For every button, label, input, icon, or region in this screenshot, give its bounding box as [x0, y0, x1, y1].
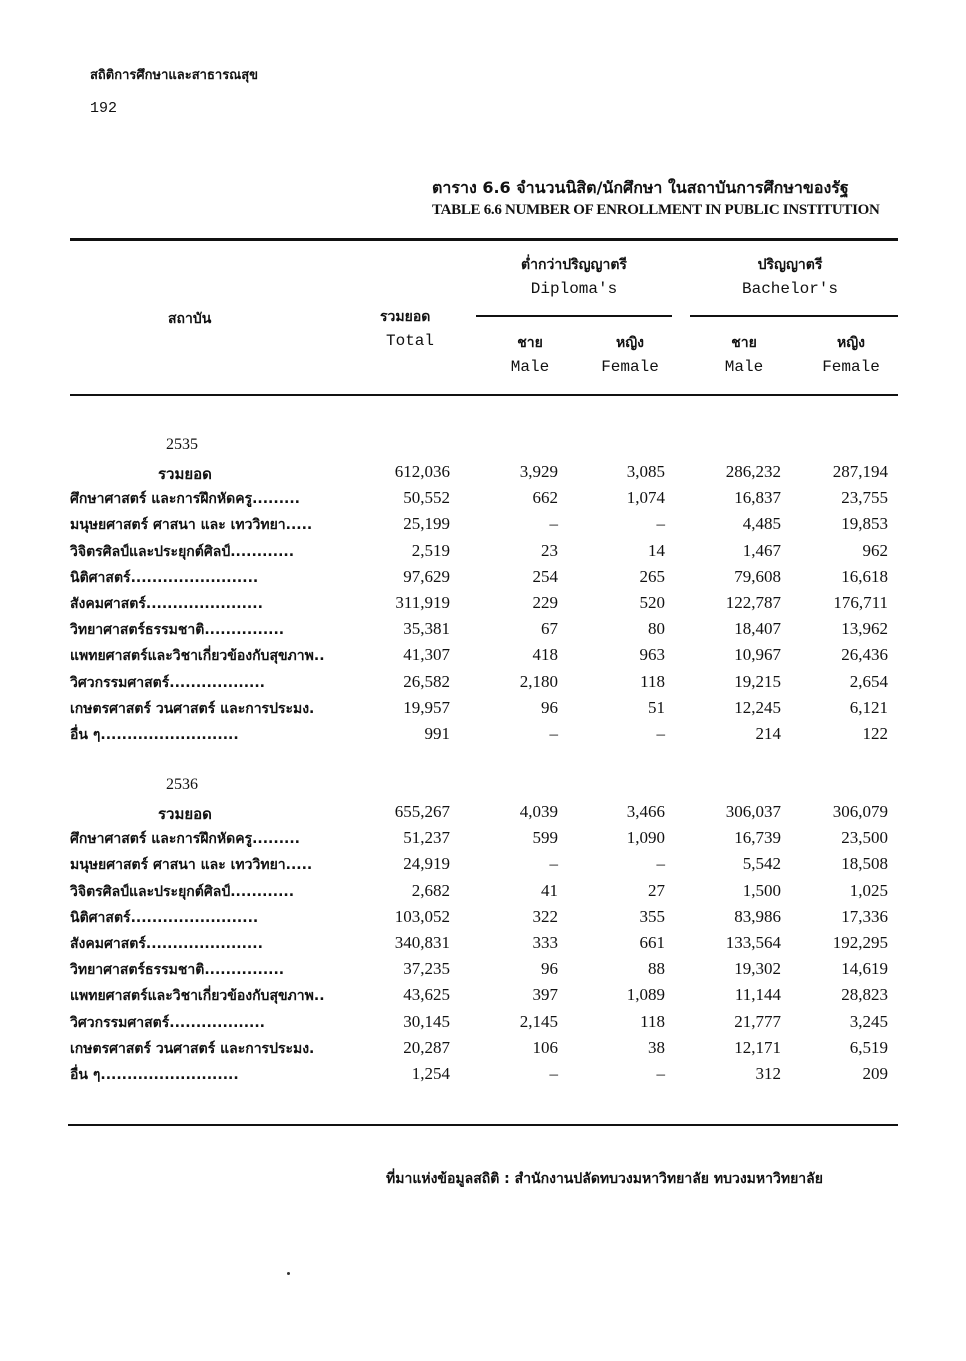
- source-note: ที่มาแห่งข้อมูลสถิติ : สำนักงานปลัดทบวงมหาวิทยาลัย ทบวงมหาวิทยาลัย: [386, 1171, 823, 1187]
- bachelor-female-cell: 6,519: [849, 1037, 888, 1057]
- diploma-female-cell: 3,466: [626, 802, 665, 821]
- stray-mark: [287, 1272, 290, 1275]
- table-bottom-rule: [68, 1124, 898, 1126]
- bachelor-male-cell: 79,608: [734, 566, 781, 586]
- total-cell: 1,254: [411, 1064, 450, 1083]
- bachelor-male-cell: 133,564: [725, 933, 781, 952]
- bachelor-female-cell: 287,194: [832, 462, 888, 481]
- diploma-female-cell: 3,085: [626, 462, 665, 481]
- diploma-female-cell: 38: [648, 1037, 665, 1057]
- diploma-female-cell: 355: [639, 906, 665, 926]
- diploma-male-cell: 662: [532, 488, 558, 508]
- bachelor-female-cell: 18,508: [841, 854, 888, 874]
- bachelor-female-cell: 6,121: [849, 697, 888, 717]
- bachelor-female-cell: 2,654: [849, 671, 888, 691]
- bachelor-male-cell: 83,986: [734, 906, 781, 926]
- bachelor-male-cell: 12,171: [734, 1037, 781, 1057]
- institution-label: วิศวกรรมศาสตร์..................: [70, 1014, 265, 1031]
- bachelor-male-cell: 122,787: [725, 593, 781, 612]
- institution-label: วิศวกรรมศาสตร์..................: [70, 674, 265, 691]
- bachelor-male-cell: 4,485: [742, 514, 781, 534]
- bachelor-female-cell: 16,618: [841, 566, 888, 586]
- diploma-male-cell: –: [549, 514, 558, 534]
- total-cell: 2,519: [411, 540, 450, 560]
- total-cell: 25,199: [403, 514, 450, 534]
- bachelor-female-cell: 176,711: [833, 593, 888, 612]
- diploma-female-cell: 963: [639, 645, 665, 665]
- bachelor-male-cell: 5,542: [742, 854, 781, 874]
- bachelor-male-cell: 1,467: [742, 540, 781, 560]
- year-heading: 2536: [166, 776, 198, 793]
- col-header-diploma-female-en: Female: [601, 358, 659, 376]
- diploma-male-cell: 322: [532, 906, 558, 926]
- diploma-female-cell: 27: [648, 880, 665, 900]
- institution-label: เกษตรศาสตร์ วนศาสตร์ และการประมง.: [70, 1040, 315, 1057]
- page-header-title: สถิติการศึกษาและสาธารณสุข: [90, 68, 259, 83]
- total-cell: 43,625: [403, 985, 450, 1005]
- institution-label: วิจิตรศิลป์และประยุกต์ศิลป์............: [70, 883, 295, 900]
- bachelor-male-cell: 286,232: [725, 462, 781, 481]
- total-label: รวมยอด: [158, 465, 212, 483]
- col-header-diploma-female-th: หญิง: [616, 335, 644, 351]
- total-cell: 51,237: [403, 828, 450, 848]
- institution-label: มนุษยศาสตร์ ศาสนา และ เทววิทยา.....: [70, 517, 313, 534]
- institution-label: สังคมศาสตร์......................: [70, 936, 263, 952]
- diploma-female-cell: –: [656, 1064, 665, 1083]
- institution-label: วิทยาศาสตร์ธรรมชาติ...............: [70, 962, 285, 979]
- diploma-male-cell: 23: [541, 540, 558, 560]
- diploma-male-cell: 96: [541, 697, 558, 717]
- table-row: [70, 698, 900, 724]
- table-row: [70, 672, 900, 698]
- diploma-female-cell: –: [656, 514, 665, 534]
- table-caption-english: TABLE 6.6 NUMBER OF ENROLLMENT IN PUBLIC INSTITUTION: [432, 202, 880, 218]
- diploma-male-cell: 2,145: [519, 1011, 558, 1031]
- table-row: [70, 985, 900, 1011]
- col-header-bachelor-th: ปริญญาตรี: [757, 257, 823, 273]
- col-header-bachelor-en: Bachelor's: [741, 280, 838, 298]
- diploma-male-cell: 67: [541, 619, 558, 639]
- diploma-female-cell: 14: [648, 540, 665, 560]
- institution-label: ศึกษาศาสตร์ และการฝึกหัดครู.........: [70, 491, 300, 508]
- total-row: [70, 802, 900, 828]
- bachelor-male-cell: 16,837: [734, 488, 781, 508]
- total-cell: 50,552: [403, 488, 450, 508]
- bachelor-female-cell: 192,295: [832, 933, 888, 952]
- table-row: [70, 881, 900, 907]
- table-row: [70, 724, 900, 750]
- bachelor-female-cell: 23,755: [841, 488, 888, 508]
- institution-label: แพทยศาสตร์และวิชาเกี่ยวข้องกับสุขภาพ..: [70, 648, 325, 665]
- table-row: [70, 567, 900, 593]
- total-cell: 19,957: [403, 697, 450, 717]
- total-cell: 612,036: [394, 462, 450, 481]
- institution-label: มนุษยศาสตร์ ศาสนา และ เทววิทยา.....: [70, 857, 313, 874]
- col-header-bachelor-male-en: Male: [724, 358, 764, 376]
- table-row: [70, 933, 900, 959]
- total-cell: 311,919: [395, 593, 450, 612]
- diploma-male-cell: 2,180: [519, 671, 558, 691]
- institution-label: ศึกษาศาสตร์ และการฝึกหัดครู.........: [70, 831, 300, 848]
- bachelor-female-cell: 209: [862, 1064, 888, 1083]
- diploma-female-cell: 80: [648, 619, 665, 639]
- bachelor-female-cell: 1,025: [849, 880, 888, 900]
- table-caption-thai: ตาราง 6.6 จำนวนนิสิต/นักศึกษา ในสถาบันการศึกษาของรัฐ: [432, 178, 849, 197]
- diploma-male-cell: –: [549, 854, 558, 874]
- diploma-female-cell: 661: [639, 933, 665, 952]
- table-row: [70, 959, 900, 985]
- institution-label: แพทยศาสตร์และวิชาเกี่ยวข้องกับสุขภาพ..: [70, 988, 325, 1005]
- institution-label: วิทยาศาสตร์ธรรมชาติ...............: [70, 622, 285, 639]
- bachelor-female-cell: 306,079: [832, 802, 888, 821]
- header-bottom-rule: [70, 394, 898, 396]
- institution-label: นิติศาสตร์........................: [70, 569, 259, 586]
- diploma-male-cell: –: [549, 724, 558, 743]
- table-row: [70, 854, 900, 880]
- total-cell: 103,052: [394, 906, 450, 926]
- bachelor-male-cell: 21,777: [734, 1011, 781, 1031]
- diploma-female-cell: 265: [639, 566, 665, 586]
- bachelor-male-cell: 312: [755, 1064, 781, 1083]
- group-rule-bachelor: [690, 315, 898, 317]
- diploma-male-cell: 106: [532, 1037, 558, 1057]
- col-header-total-th: รวมยอด: [380, 309, 431, 325]
- col-header-bachelor-male-th: ชาย: [731, 335, 757, 351]
- diploma-female-cell: 1,089: [626, 985, 665, 1005]
- bachelor-female-cell: 14,619: [841, 959, 888, 979]
- bachelor-female-cell: 17,336: [841, 906, 888, 926]
- table-row: [70, 514, 900, 540]
- total-cell: 655,267: [394, 802, 450, 821]
- total-cell: 340,831: [394, 933, 450, 952]
- bachelor-male-cell: 16,739: [734, 828, 781, 848]
- total-cell: 20,287: [403, 1037, 450, 1057]
- diploma-male-cell: 333: [532, 933, 558, 952]
- institution-label: เกษตรศาสตร์ วนศาสตร์ และการประมง.: [70, 700, 315, 717]
- diploma-male-cell: 599: [532, 828, 558, 848]
- diploma-female-cell: 1,090: [626, 828, 665, 848]
- diploma-female-cell: 1,074: [626, 488, 665, 508]
- table-row: [70, 619, 900, 645]
- bachelor-male-cell: 12,245: [734, 697, 781, 717]
- bachelor-female-cell: 28,823: [841, 985, 888, 1005]
- total-cell: 26,582: [403, 671, 450, 691]
- diploma-female-cell: 520: [639, 593, 665, 612]
- diploma-male-cell: 96: [541, 959, 558, 979]
- bachelor-female-cell: 23,500: [841, 828, 888, 848]
- top-rule: [70, 238, 898, 241]
- bachelor-male-cell: 10,967: [734, 645, 781, 665]
- bachelor-male-cell: 19,302: [734, 959, 781, 979]
- bachelor-female-cell: 3,245: [849, 1011, 888, 1031]
- table-row: [70, 907, 900, 933]
- bachelor-male-cell: 214: [755, 724, 781, 743]
- col-header-total-en: Total: [386, 332, 435, 350]
- total-cell: 37,235: [403, 959, 450, 979]
- diploma-male-cell: 3,929: [519, 462, 558, 481]
- total-cell: 41,307: [403, 645, 450, 665]
- bachelor-male-cell: 1,500: [742, 880, 781, 900]
- diploma-female-cell: –: [656, 854, 665, 874]
- total-cell: 35,381: [403, 619, 450, 639]
- diploma-male-cell: 254: [532, 566, 558, 586]
- page-number: 192: [90, 100, 118, 117]
- diploma-female-cell: –: [656, 724, 665, 743]
- col-header-bachelor-female-th: หญิง: [837, 335, 865, 351]
- col-header-bachelor-female-en: Female: [822, 358, 880, 376]
- col-header-diploma-male-th: ชาย: [517, 335, 543, 351]
- table-row: [70, 488, 900, 514]
- table-row: [70, 541, 900, 567]
- institution-label: อื่น ๆ..........................: [70, 1067, 239, 1083]
- table-row: [70, 1064, 900, 1090]
- bachelor-female-cell: 122: [862, 724, 888, 743]
- col-header-diploma-th: ต่ำกว่าปริญญาตรี: [521, 257, 627, 273]
- diploma-male-cell: 4,039: [519, 802, 558, 821]
- year-heading: 2535: [166, 436, 198, 453]
- table-row: [70, 645, 900, 671]
- total-label: รวมยอด: [158, 805, 212, 823]
- bachelor-female-cell: 962: [862, 540, 888, 560]
- group-rule-diploma: [476, 315, 672, 317]
- diploma-female-cell: 118: [640, 671, 665, 691]
- diploma-male-cell: –: [549, 1064, 558, 1083]
- institution-label: สังคมศาสตร์......................: [70, 596, 263, 612]
- bachelor-female-cell: 26,436: [841, 645, 888, 665]
- total-cell: 97,629: [403, 566, 450, 586]
- table-row: [70, 1038, 900, 1064]
- col-header-diploma-en: Diploma's: [530, 280, 618, 298]
- bachelor-female-cell: 13,962: [841, 619, 888, 639]
- table-row: [70, 828, 900, 854]
- diploma-female-cell: 88: [648, 959, 665, 979]
- diploma-male-cell: 418: [532, 645, 558, 665]
- bachelor-male-cell: 306,037: [725, 802, 781, 821]
- bachelor-male-cell: 18,407: [734, 619, 781, 639]
- total-cell: 991: [424, 724, 450, 743]
- institution-label: นิติศาสตร์........................: [70, 909, 259, 926]
- institution-label: อื่น ๆ..........................: [70, 727, 239, 743]
- col-header-institution: สถาบัน: [168, 311, 212, 327]
- col-header-diploma-male-en: Male: [510, 358, 550, 376]
- diploma-female-cell: 118: [640, 1011, 665, 1031]
- diploma-male-cell: 397: [532, 985, 558, 1005]
- total-cell: 24,919: [403, 854, 450, 874]
- diploma-male-cell: 229: [532, 593, 558, 612]
- diploma-female-cell: 51: [648, 697, 665, 717]
- total-cell: 30,145: [403, 1011, 450, 1031]
- total-row: [70, 462, 900, 488]
- diploma-male-cell: 41: [541, 880, 558, 900]
- total-cell: 2,682: [411, 880, 450, 900]
- table-row: [70, 593, 900, 619]
- bachelor-male-cell: 11,144: [734, 985, 781, 1005]
- table-row: [70, 1012, 900, 1038]
- institution-label: วิจิตรศิลป์และประยุกต์ศิลป์............: [70, 543, 295, 560]
- bachelor-male-cell: 19,215: [734, 671, 781, 691]
- bachelor-female-cell: 19,853: [841, 514, 888, 534]
